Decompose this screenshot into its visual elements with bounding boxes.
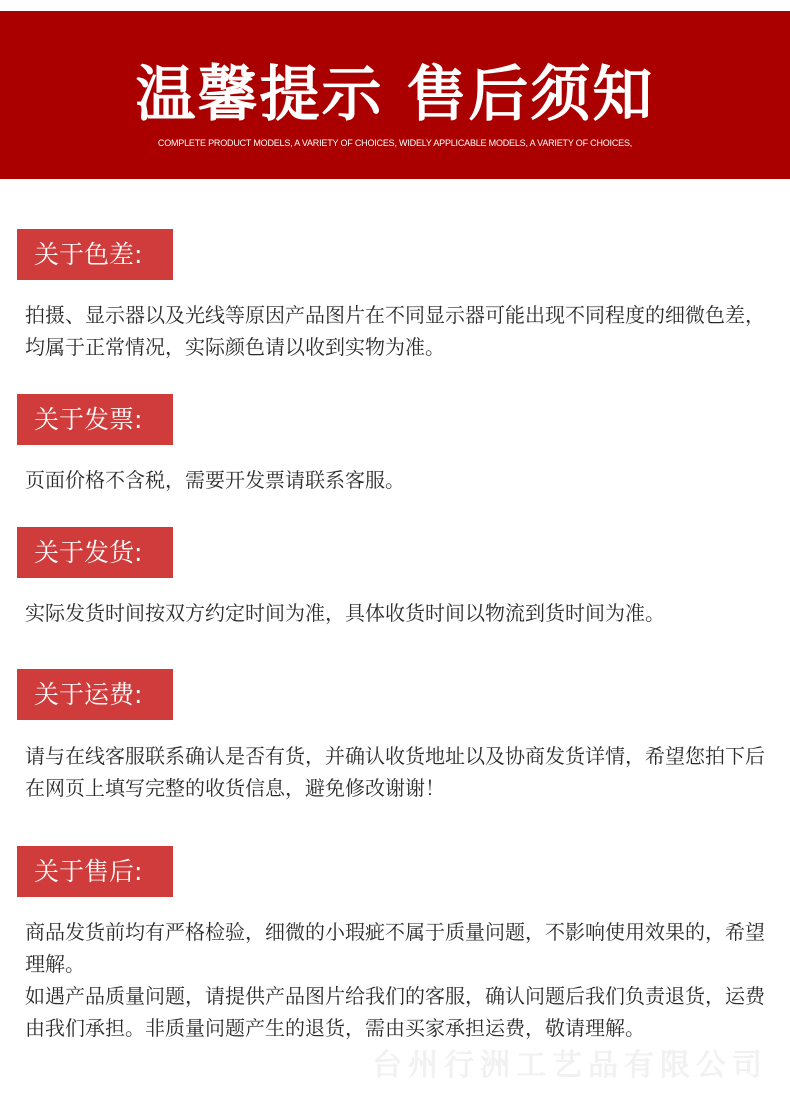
section-heading: 关于发货:: [17, 527, 173, 578]
header-banner: [0, 11, 790, 179]
section-body: [25, 464, 773, 496]
section-body: [25, 916, 773, 1044]
page-subtitle: COMPLETE PRODUCT MODELS, A VARIETY OF CHOICES, WIDELY APPLICABLE MODELS, A VARIETY OF CHOICES,: [157, 138, 633, 148]
section-paragraph: 实际发货时间按双方约定时间为准，具体收货时间以物流到货时间为准。: [25, 601, 665, 625]
section-heading: 关于发票:: [17, 394, 173, 445]
section-heading: 关于运费:: [17, 669, 173, 720]
section-paragraph: 拍摄、显示器以及光线等原因产品图片在不同显示器可能出现不同程度的细微色差，均属于正常情况，实际颜色请以收到实物为准。: [25, 303, 765, 359]
section-heading: 关于色差:: [17, 229, 173, 280]
page-title: 温馨提示 售后须知: [135, 60, 655, 130]
section-body: [25, 597, 773, 629]
section-paragraph: 如遇产品质量问题，请提供产品图片给我们的客服，确认问题后我们负责退货，运费由我们承担。非质量问题产生的退货，需由买家承担运费，敬请理解。: [25, 984, 765, 1040]
company-watermark: 台州行洲工艺品有限公司: [372, 1048, 768, 1083]
section-paragraph: 页面价格不含税，需要开发票请联系客服。: [25, 468, 405, 492]
section-paragraph: 商品发货前均有严格检验，细微的小瑕疵不属于质量问题，不影响使用效果的，希望理解。: [25, 920, 765, 976]
section-heading: 关于售后:: [17, 846, 173, 897]
section-paragraph: 请与在线客服联系确认是否有货，并确认收货地址以及协商发货详情，希望您拍下后在网页上填写完整的收货信息，避免修改谢谢！: [25, 744, 765, 800]
section-body: [25, 740, 773, 804]
section-body: [25, 299, 773, 363]
